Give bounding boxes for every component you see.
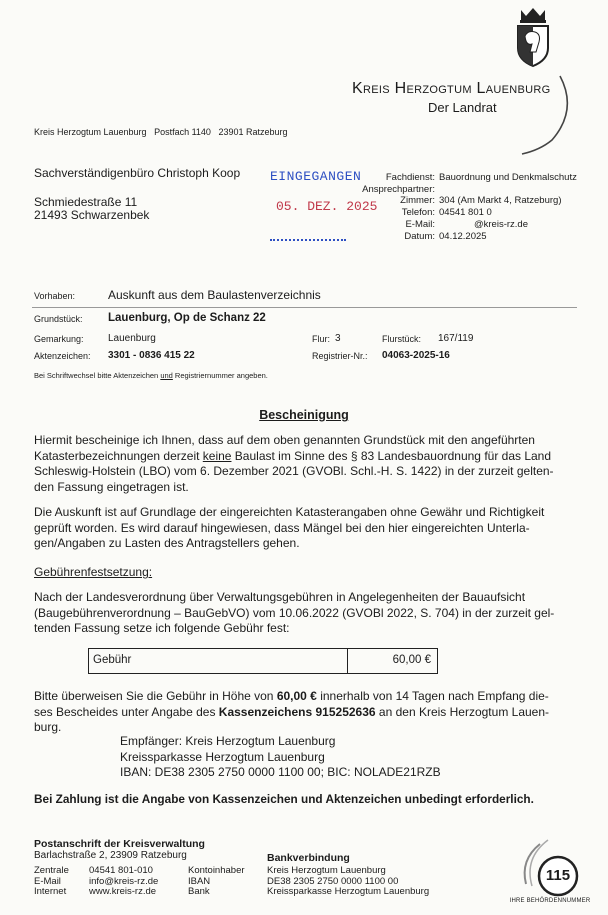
payee-iban: IBAN: DE38 2305 2750 0000 1100 00; BIC: NOLADE21RZB	[120, 765, 441, 779]
email-value: @kreis-rz.de	[474, 219, 528, 230]
stamp-date: 05. DEZ. 2025	[276, 199, 378, 214]
postal-heading: Postanschrift der Kreisverwaltung	[34, 838, 205, 850]
kassenzeichen-emphasis: Kassenzeichens 915252636	[218, 704, 376, 719]
gemarkung-label: Gemarkung:	[34, 334, 84, 344]
aktenzeichen-value: 3301 - 0836 415 22	[108, 350, 195, 361]
paragraph-4	[34, 689, 594, 736]
footer-contacts	[34, 866, 158, 898]
internet-label: Internet	[34, 886, 67, 897]
recipient-street: Schmiedestraße 11	[34, 195, 138, 209]
bank-label: Bank	[188, 886, 210, 897]
date-value: 04.12.2025	[439, 231, 487, 242]
zentrale-label: Zentrale	[34, 865, 69, 876]
iban-label: IBAN	[188, 875, 211, 887]
vorhaben-value: Auskunft aus dem Baulastenverzeichnis	[108, 288, 321, 302]
recipient-name: Sachverständigenbüro Christoph Koop	[34, 166, 241, 180]
fee-heading: Gebührenfestsetzung:	[34, 565, 153, 579]
kontoinhaber-value: Kreis Herzogtum Lauenburg	[267, 865, 386, 876]
bank-value: Kreissparkasse Herzogtum Lauenburg	[267, 886, 430, 897]
correspondence-note	[34, 371, 268, 380]
p2-line-3: gen/Angaben zu Lasten des Antragstellers gehen.	[34, 536, 300, 550]
email-label-footer: E-Mail	[34, 875, 61, 887]
org-name: Kreis Herzogtum Lauenburg	[352, 80, 551, 97]
p1-line-4: den Fassung eingetragen ist.	[34, 479, 189, 494]
p3-line-2: (Baugebührenverordnung – BauGebVO) vom 10.06.2022 (GVOBl 2022, S. 704) in der zurzeit gel-	[34, 605, 555, 620]
email-label: E-Mail:	[405, 219, 435, 230]
p2-line-1: Die Auskunft ist auf Grundlage der eingereichten Katasterangaben ohne Gewähr und Richtigkeit	[34, 505, 545, 519]
stamp-label: EINGEGANGEN	[270, 169, 362, 184]
bank-heading: Bankverbindung	[267, 852, 350, 864]
note-post: Registriernummer angeben.	[172, 371, 268, 380]
p1-line-1: Hiermit bescheinige ich Ihnen, dass auf dem oben genannten Grundstück mit den angeführten	[34, 433, 535, 447]
org-subtitle: Der Landrat	[428, 100, 497, 115]
phone-value: 04541 801 0	[439, 207, 492, 218]
dept-label: Fachdienst:	[385, 172, 435, 183]
flurstueck-value: 167/119	[438, 333, 474, 344]
paragraph-1	[34, 433, 594, 495]
important-notice: Bei Zahlung ist die Angabe von Kassenzeichen und Aktenzeichen unbedingt erforderlich.	[34, 792, 534, 806]
keine-emphasis: keine	[202, 448, 232, 463]
postal-address: Barlachstraße 2, 23909 Ratzeburg	[34, 850, 187, 861]
fee-value: 60,00 €	[392, 654, 431, 666]
grundstueck-label: Grundstück:	[34, 314, 83, 324]
flur-label: Flur:	[312, 334, 330, 344]
zentrale-value: 04541 801-010	[89, 865, 153, 876]
kontoinhaber-label: Kontoinhaber	[188, 865, 245, 876]
flurstueck-label: Flurstück:	[382, 334, 422, 344]
p2-line-2: geprüft worden. Es wird darauf hingewiesen, dass Mängel bei den hier eingereichten Unterla-	[34, 520, 530, 535]
header-swoosh	[500, 70, 580, 160]
gemarkung-value: Lauenburg	[108, 333, 156, 344]
paragraph-2	[34, 505, 594, 552]
return-address: Kreis Herzogtum Lauenburg Postfach 1140 23901 Ratzeburg	[34, 127, 288, 137]
coat-of-arms-icon	[508, 6, 558, 68]
p4-line-3: burg.	[34, 720, 62, 734]
date-label: Datum:	[404, 231, 435, 242]
p1-line-3: Schleswig-Holstein (LBO) vom 6. Dezember 2021 (GVOBl. Schl.-H. S. 1422) in der zurzeit gelten-	[34, 464, 554, 478]
p4-line-2: ses Bescheides unter Angabe des Kassenzeichens 915252636 an den Kreis Herzogtum Lauen-	[34, 704, 550, 719]
internet-value: www.kreis-rz.de	[89, 886, 157, 897]
room-label: Zimmer:	[400, 195, 435, 206]
p4-line-1: Bitte überweisen Sie die Gebühr in Höhe von 60,00 € innerhalb von 14 Tagen nach Empfang die-	[34, 689, 549, 703]
registrier-label: Registrier-Nr.:	[312, 351, 368, 361]
stamp-dots	[270, 239, 346, 241]
p3-line-3: tenden Fassung setze ich folgende Gebühr fest:	[34, 621, 290, 635]
iban-value: DE38 2305 2750 0000 1100 00	[267, 875, 399, 887]
note-und: und	[160, 371, 173, 380]
vorhaben-label: Vorhaben:	[34, 291, 76, 301]
payee: Empfänger: Kreis Herzogtum Lauenburg	[120, 734, 336, 748]
note-pre: Bei Schriftwechsel bitte Aktenzeichen	[34, 371, 161, 380]
dept-value: Bauordnung und Denkmalschutz	[439, 172, 577, 183]
phone-label: Telefon:	[401, 207, 435, 218]
aktenzeichen-label: Aktenzeichen:	[34, 351, 91, 361]
payment-info	[120, 734, 580, 781]
room-value: 304 (Am Markt 4, Ratzeburg)	[439, 195, 562, 206]
badge-text: IHRE BEHÖRDENNUMMER	[509, 898, 591, 904]
payee-bank: Kreissparkasse Herzogtum Lauenburg	[120, 749, 325, 764]
document-title: Bescheinigung	[259, 408, 349, 422]
phone-115-badge	[500, 836, 604, 910]
grundstueck-value: Lauenburg, Op de Schanz 22	[108, 312, 266, 324]
fee-table	[88, 648, 438, 674]
fee-label: Gebühr	[93, 654, 132, 666]
p1-line-2: Katasterbezeichnungen derzeit keine Baulast im Sinne des § 83 Landesbauordnung für das Land	[34, 448, 552, 463]
person-label: Ansprechpartner:	[362, 184, 435, 195]
badge-number: 115	[545, 867, 571, 884]
flur-value: 3	[335, 333, 341, 344]
fee-label-cell	[89, 649, 348, 673]
fee-amount-emphasis: 60,00 €	[276, 689, 317, 703]
divider-line	[32, 307, 577, 308]
paragraph-3	[34, 590, 594, 637]
p3-line-1: Nach der Landesverordnung über Verwaltungsgebühren in Angelegenheiten der Bauaufsicht	[34, 590, 526, 604]
registrier-value: 04063-2025-16	[382, 350, 450, 361]
footer-bank	[188, 866, 429, 898]
email-value-footer: info@kreis-rz.de	[89, 875, 159, 887]
recipient-city: 21493 Schwarzenbek	[34, 208, 150, 222]
